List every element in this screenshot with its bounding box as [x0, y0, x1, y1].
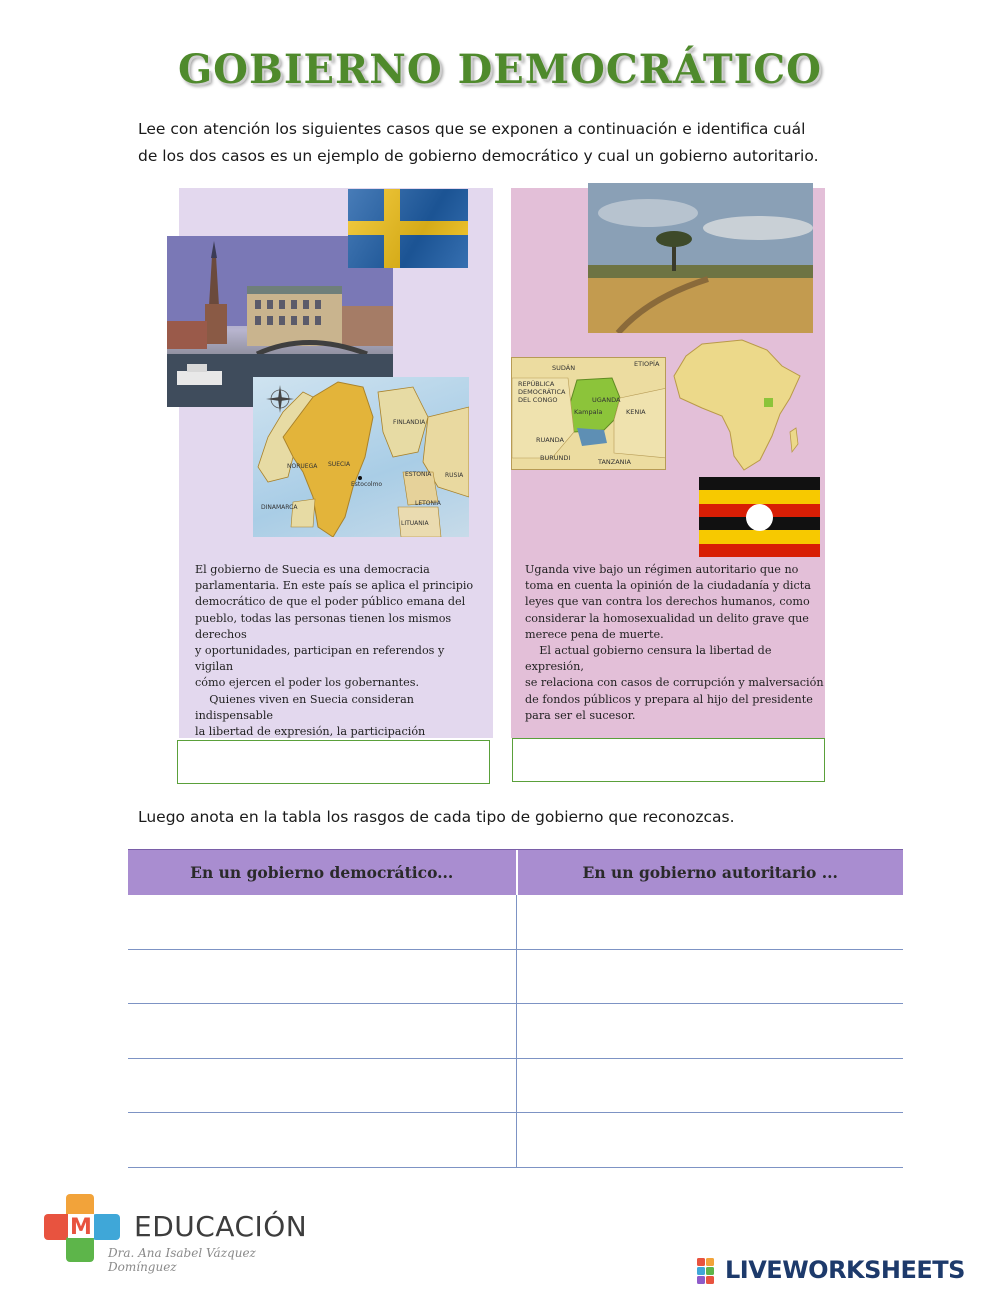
map-label-kenia: KENIA — [626, 408, 646, 416]
uganda-case-text: Uganda vive bajo un régimen autoritario que no toma en cuenta la opinión de la ciudadanía y dicta leyes que van contra los derechos humanos, como considerar la homosexualidad un delito grave que merece pena de muerte. El actual gobierno censura la libertad de expresión, se relaciona con casos de corrupción y malversación de fondos públicos y prepara al hijo del presidente para ser el sucesor. — [525, 563, 824, 722]
authoritarian-cell[interactable] — [516, 895, 904, 949]
liveworksheets-word: LIVEWORKSHEETS — [725, 1256, 965, 1284]
table-row — [128, 1004, 903, 1059]
map-label-congo: REPÚBLICA DEMOCRÁTICA DEL CONGO — [518, 380, 566, 404]
democratic-cell[interactable] — [128, 1059, 516, 1113]
table-instruction: Luego anota en la tabla los rasgos de cada tipo de gobierno que reconozcas. — [138, 808, 735, 826]
educacion-logo-word: EDUCACIÓN — [134, 1210, 308, 1243]
map-label-burundi: BURUNDI — [540, 454, 571, 462]
map-label-sudan: SUDÁN — [552, 364, 576, 372]
table-row — [128, 895, 903, 950]
uganda-flag — [699, 477, 820, 557]
uganda-region-map — [511, 357, 666, 470]
traits-table-header — [128, 849, 903, 895]
authoritarian-cell[interactable] — [516, 1004, 904, 1058]
worksheet-title: GOBIERNO DEMOCRÁTICO — [178, 46, 822, 93]
sweden-flag — [348, 189, 468, 268]
authoritarian-cell[interactable] — [516, 950, 904, 1004]
educacion-logo-subtitle: Dra. Ana Isabel Vázquez Domínguez — [108, 1246, 256, 1274]
map-label-suecia: SUECIA — [328, 461, 351, 468]
intro-line-2: de los dos casos es un ejemplo de gobierno democrático y cual un gobierno autoritario. — [138, 147, 819, 165]
sweden-answer-box[interactable] — [177, 740, 490, 784]
scandinavia-map — [253, 377, 469, 537]
map-label-tanzania: TANZANIA — [598, 458, 631, 466]
map-label-noruega: NORUEGA — [287, 463, 318, 470]
map-label-ruanda: RUANDA — [536, 436, 564, 444]
traits-table — [128, 849, 903, 1168]
intro-line-1: Lee con atención los siguientes casos que se exponen a continuación e identifica cuál — [138, 120, 806, 138]
intro-paragraph — [138, 116, 878, 170]
table-row — [128, 1059, 903, 1114]
header-authoritarian: En un gobierno autoritario ... — [516, 850, 904, 895]
map-label-kampala: Kampala — [574, 408, 603, 416]
liveworksheets-logo — [697, 1256, 997, 1286]
table-row — [128, 1113, 903, 1168]
map-label-dinamarca: DINAMARCA — [261, 504, 298, 511]
educacion-logo — [44, 1192, 308, 1274]
democratic-cell[interactable] — [128, 1113, 516, 1167]
authoritarian-cell[interactable] — [516, 1059, 904, 1113]
map-label-estocolmo: Estocolmo — [351, 481, 383, 488]
democratic-cell[interactable] — [128, 950, 516, 1004]
authoritarian-cell[interactable] — [516, 1113, 904, 1167]
table-row — [128, 950, 903, 1005]
africa-map — [672, 336, 806, 475]
sweden-case-text: El gobierno de Suecia es una democracia parlamentaria. En este país se aplica el principio democrático de que el poder público emana del pueblo, todas las personas tienen los mismos derechos y oportunidades, participan en referendos y vigilan cómo ejercen el poder los gobernantes. Quienes viven en Suecia consideran indispensable la libertad de expresión, la participación — [195, 563, 474, 739]
uganda-savanna-photo — [588, 183, 813, 333]
svg-text:M: M — [70, 1215, 92, 1240]
democratic-cell[interactable] — [128, 895, 516, 949]
map-label-etiopia: ETIOPÍA — [634, 360, 660, 368]
liveworksheets-icon — [697, 1258, 723, 1284]
democratic-cell[interactable] — [128, 1004, 516, 1058]
map-label-rusia: RUSIA — [445, 472, 464, 479]
map-label-lituania: LITUANIA — [401, 520, 429, 527]
map-label-finlandia: FINLANDIA — [393, 419, 426, 426]
map-label-letonia: LETONIA — [415, 500, 441, 507]
header-democratic: En un gobierno democrático... — [190, 863, 454, 882]
uganda-answer-box[interactable] — [512, 738, 825, 782]
map-label-estonia: ESTONIA — [405, 471, 432, 478]
map-label-uganda: UGANDA — [592, 396, 621, 404]
